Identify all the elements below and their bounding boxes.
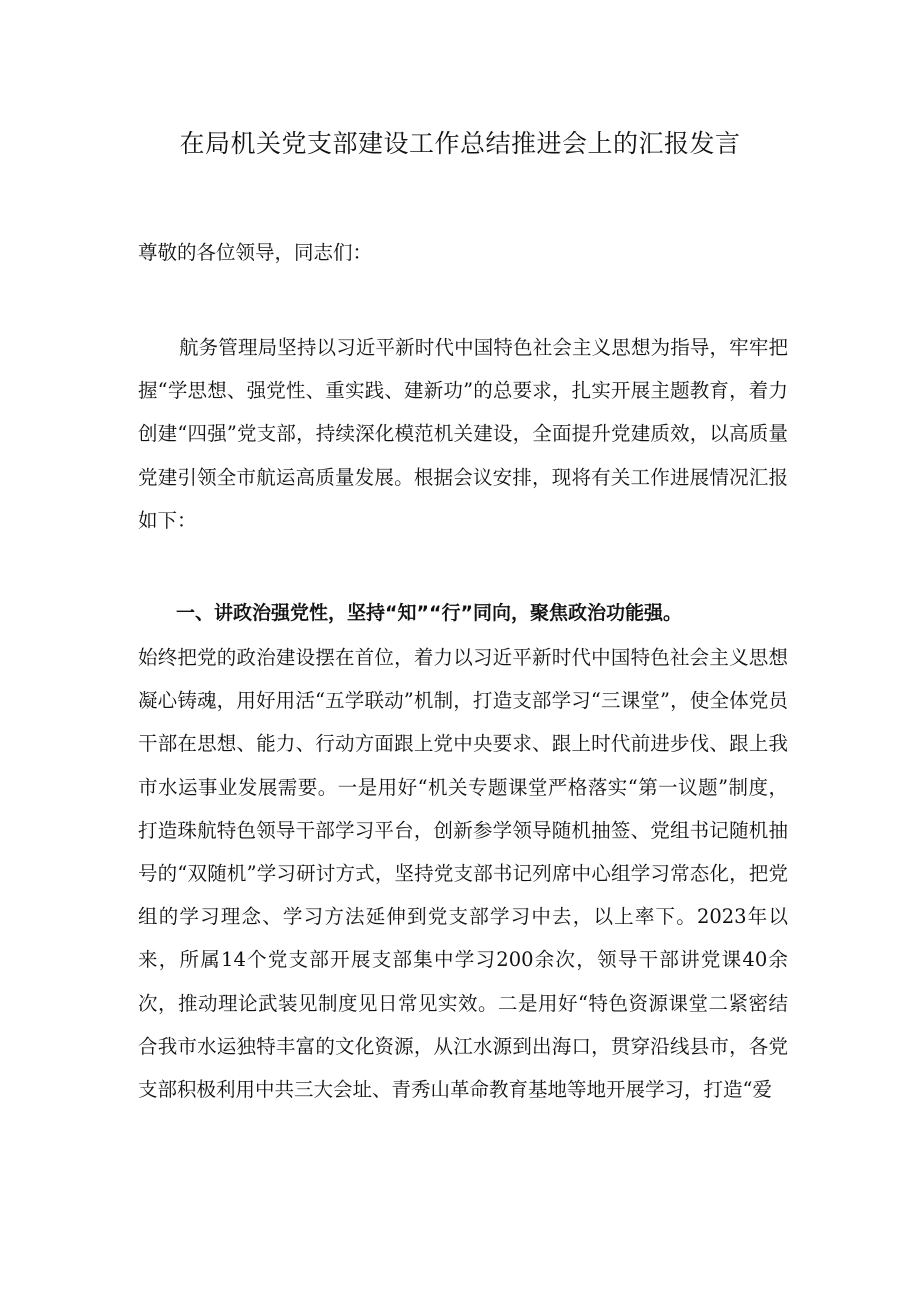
section-body-1: 始终把党的政治建设摆在首位，着力以习近平新时代中国特色社会主义思想凝心铸魂，用好用活“五学联动”机制，打造支部学习“三课堂”，使全体党员干部在思想、能力、行动方面跟上党中央要求、跟上时代前进步伐、跟上我市水运事业发展需要。一是用好“机关专题课堂严格落实“第一议题”制度，打造珠航特色领导干部学习平台，创新参学领导随机抽签、党组书记随机抽号的“双随机”学习研讨方式，坚持党支部书记列席中心组学习常态化，把党组的学习理念、学习方法延伸到党支部学习中去，以上率下。2023年以来，所属14个党支部开展支部集中学习200余次，领导干部讲党课40余次，推动理论武装见制度见日常见实效。二是用好“特色资源课堂二紧密结合我市水运独特丰富的文化资源，从江水源到出海口，贯穿沿线县市，各党支部积极利用中共三大会址、青秀山革命教育基地等地开展学习，打造“爱 — [138, 646, 788, 1102]
document-title: 在局机关党支部建设工作总结推进会上的汇报发言 — [179, 129, 741, 158]
section-heading-1: 一、讲政治强党性，坚持“知”“行”同向，聚焦政治功能强。 — [176, 602, 682, 624]
intro-paragraph: 航务管理局坚持以习近平新时代中国特色社会主义思想为指导，牢牢把握“学思想、强党性、重实践、建新功”的总要求，扎实开展主题教育，着力创建“四强”党支部，持续深化模范机关建设，全面提升党建质效，以高质量党建引领全市航运高质量发展。根据会议安排，现将有关工作进展情况汇报如下： — [138, 336, 788, 532]
salutation: 尊敬的各位领导，同志们： — [138, 241, 373, 264]
